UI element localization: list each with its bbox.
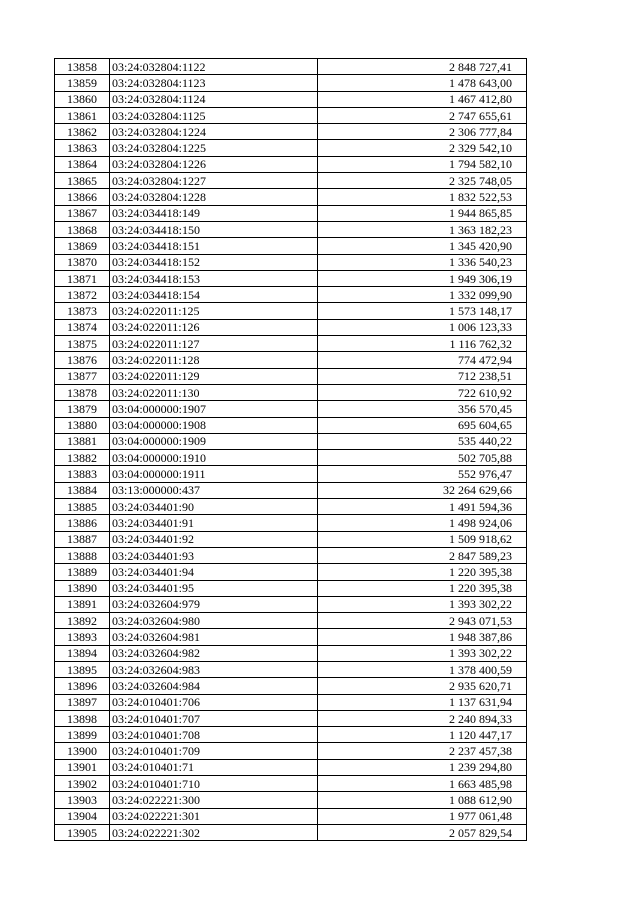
table-row xyxy=(55,727,527,743)
row-number-cell: 13893 xyxy=(55,629,110,645)
table-row xyxy=(55,156,527,172)
table-row xyxy=(55,808,527,824)
table-row xyxy=(55,189,527,205)
row-number-cell: 13871 xyxy=(55,270,110,286)
table-row xyxy=(55,433,527,449)
cadastral-value-cell: 1 573 148,17 xyxy=(318,303,527,319)
cadastral-number-cell: 03:24:034418:151 xyxy=(110,238,318,254)
cadastral-number-cell: 03:04:000000:1911 xyxy=(110,466,318,482)
table-row xyxy=(55,776,527,792)
cadastral-value-cell: 2 237 457,38 xyxy=(318,743,527,759)
cadastral-value-cell: 502 705,88 xyxy=(318,450,527,466)
table-row xyxy=(55,547,527,563)
cadastral-number-cell: 03:04:000000:1907 xyxy=(110,401,318,417)
cadastral-number-cell: 03:24:034418:153 xyxy=(110,270,318,286)
cadastral-number-cell: 03:24:032604:984 xyxy=(110,678,318,694)
row-number-cell: 13904 xyxy=(55,808,110,824)
cadastral-value-cell: 712 238,51 xyxy=(318,368,527,384)
cadastral-number-cell: 03:24:010401:707 xyxy=(110,710,318,726)
cadastral-value-cell: 695 604,65 xyxy=(318,417,527,433)
table-row xyxy=(55,91,527,107)
row-number-cell: 13878 xyxy=(55,384,110,400)
cadastral-value-cell: 2 747 655,61 xyxy=(318,107,527,123)
row-number-cell: 13883 xyxy=(55,466,110,482)
table-row xyxy=(55,124,527,140)
row-number-cell: 13858 xyxy=(55,59,110,75)
row-number-cell: 13901 xyxy=(55,759,110,775)
cadastral-value-cell: 1 137 631,94 xyxy=(318,694,527,710)
table-row xyxy=(55,401,527,417)
row-number-cell: 13890 xyxy=(55,580,110,596)
cadastral-value-cell: 2 848 727,41 xyxy=(318,59,527,75)
row-number-cell: 13870 xyxy=(55,254,110,270)
row-number-cell: 13882 xyxy=(55,450,110,466)
cadastral-number-cell: 03:04:000000:1910 xyxy=(110,450,318,466)
row-number-cell: 13900 xyxy=(55,743,110,759)
cadastral-number-cell: 03:24:032604:983 xyxy=(110,661,318,677)
cadastral-value-cell: 32 264 629,66 xyxy=(318,482,527,498)
table-row xyxy=(55,450,527,466)
cadastral-number-cell: 03:24:032804:1224 xyxy=(110,124,318,140)
row-number-cell: 13898 xyxy=(55,710,110,726)
table-row xyxy=(55,580,527,596)
table-row xyxy=(55,482,527,498)
cadastral-value-cell: 1 794 582,10 xyxy=(318,156,527,172)
cadastral-value-cell: 2 306 777,84 xyxy=(318,124,527,140)
cadastral-number-cell: 03:24:022011:130 xyxy=(110,384,318,400)
cadastral-number-cell: 03:24:022221:302 xyxy=(110,824,318,840)
cadastral-value-cell: 1 332 099,90 xyxy=(318,287,527,303)
table-row xyxy=(55,466,527,482)
cadastral-number-cell: 03:24:034401:92 xyxy=(110,531,318,547)
cadastral-number-cell: 03:04:000000:1908 xyxy=(110,417,318,433)
row-number-cell: 13866 xyxy=(55,189,110,205)
cadastral-value-cell: 1 220 395,38 xyxy=(318,580,527,596)
cadastral-number-cell: 03:24:032804:1125 xyxy=(110,107,318,123)
cadastral-number-cell: 03:24:032804:1123 xyxy=(110,75,318,91)
cadastral-value-cell: 1 832 522,53 xyxy=(318,189,527,205)
table-row xyxy=(55,303,527,319)
cadastral-value-cell: 535 440,22 xyxy=(318,433,527,449)
cadastral-number-cell: 03:04:000000:1909 xyxy=(110,433,318,449)
row-number-cell: 13865 xyxy=(55,173,110,189)
cadastral-value-cell: 1 393 302,22 xyxy=(318,645,527,661)
row-number-cell: 13879 xyxy=(55,401,110,417)
table-row xyxy=(55,661,527,677)
row-number-cell: 13876 xyxy=(55,352,110,368)
row-number-cell: 13894 xyxy=(55,645,110,661)
row-number-cell: 13868 xyxy=(55,221,110,237)
table-row xyxy=(55,107,527,123)
cadastral-number-cell: 03:24:010401:709 xyxy=(110,743,318,759)
cadastral-number-cell: 03:24:034401:93 xyxy=(110,547,318,563)
cadastral-number-cell: 03:24:010401:710 xyxy=(110,776,318,792)
row-number-cell: 13891 xyxy=(55,596,110,612)
cadastral-value-cell: 2 943 071,53 xyxy=(318,613,527,629)
cadastral-number-cell: 03:24:032804:1122 xyxy=(110,59,318,75)
table-row xyxy=(55,759,527,775)
row-number-cell: 13872 xyxy=(55,287,110,303)
cadastral-number-cell: 03:24:022221:301 xyxy=(110,808,318,824)
cadastral-number-cell: 03:24:034418:149 xyxy=(110,205,318,221)
cadastral-value-cell: 1 944 865,85 xyxy=(318,205,527,221)
cadastral-value-cell: 1 948 387,86 xyxy=(318,629,527,645)
table-row xyxy=(55,564,527,580)
table-row xyxy=(55,254,527,270)
table-row xyxy=(55,531,527,547)
row-number-cell: 13862 xyxy=(55,124,110,140)
cadastral-number-cell: 03:24:032604:979 xyxy=(110,596,318,612)
row-number-cell: 13863 xyxy=(55,140,110,156)
table-row xyxy=(55,417,527,433)
cadastral-number-cell: 03:24:034418:154 xyxy=(110,287,318,303)
cadastral-number-cell: 03:24:032604:982 xyxy=(110,645,318,661)
row-number-cell: 13903 xyxy=(55,792,110,808)
cadastral-number-cell: 03:13:000000:437 xyxy=(110,482,318,498)
cadastral-value-cell: 2 935 620,71 xyxy=(318,678,527,694)
cadastral-value-cell: 1 120 447,17 xyxy=(318,727,527,743)
row-number-cell: 13887 xyxy=(55,531,110,547)
row-number-cell: 13861 xyxy=(55,107,110,123)
table-row xyxy=(55,515,527,531)
table-row xyxy=(55,205,527,221)
table-row xyxy=(55,352,527,368)
cadastral-number-cell: 03:24:032804:1124 xyxy=(110,91,318,107)
table-row xyxy=(55,694,527,710)
row-number-cell: 13889 xyxy=(55,564,110,580)
cadastral-number-cell: 03:24:022011:126 xyxy=(110,319,318,335)
table-row xyxy=(55,140,527,156)
row-number-cell: 13905 xyxy=(55,824,110,840)
cadastral-number-cell: 03:24:010401:706 xyxy=(110,694,318,710)
cadastral-value-cell: 1 393 302,22 xyxy=(318,596,527,612)
cadastral-value-cell: 1 949 306,19 xyxy=(318,270,527,286)
row-number-cell: 13881 xyxy=(55,433,110,449)
table-row xyxy=(55,629,527,645)
row-number-cell: 13864 xyxy=(55,156,110,172)
row-number-cell: 13896 xyxy=(55,678,110,694)
cadastral-number-cell: 03:24:022011:125 xyxy=(110,303,318,319)
cadastral-value-cell: 1 491 594,36 xyxy=(318,499,527,515)
cadastral-number-cell: 03:24:034418:152 xyxy=(110,254,318,270)
cadastral-value-cell: 1 220 395,38 xyxy=(318,564,527,580)
row-number-cell: 13859 xyxy=(55,75,110,91)
cadastral-value-cell: 552 976,47 xyxy=(318,466,527,482)
table-row xyxy=(55,824,527,840)
table-row xyxy=(55,368,527,384)
cadastral-value-cell: 1 116 762,32 xyxy=(318,336,527,352)
table-row xyxy=(55,384,527,400)
table-row xyxy=(55,59,527,75)
cadastral-number-cell: 03:24:010401:708 xyxy=(110,727,318,743)
table-row xyxy=(55,792,527,808)
cadastral-value-cell: 1 478 643,00 xyxy=(318,75,527,91)
cadastral-value-cell: 1 977 061,48 xyxy=(318,808,527,824)
row-number-cell: 13875 xyxy=(55,336,110,352)
cadastral-value-cell: 774 472,94 xyxy=(318,352,527,368)
table-row xyxy=(55,319,527,335)
cadastral-number-cell: 03:24:032604:981 xyxy=(110,629,318,645)
row-number-cell: 13860 xyxy=(55,91,110,107)
cadastral-number-cell: 03:24:022011:128 xyxy=(110,352,318,368)
cadastral-number-cell: 03:24:034401:90 xyxy=(110,499,318,515)
cadastral-number-cell: 03:24:034401:94 xyxy=(110,564,318,580)
cadastral-value-cell: 2 329 542,10 xyxy=(318,140,527,156)
cadastral-number-cell: 03:24:032604:980 xyxy=(110,613,318,629)
cadastral-value-cell: 1 378 400,59 xyxy=(318,661,527,677)
row-number-cell: 13886 xyxy=(55,515,110,531)
table-row xyxy=(55,270,527,286)
cadastral-number-cell: 03:24:022221:300 xyxy=(110,792,318,808)
table-row xyxy=(55,596,527,612)
table-row xyxy=(55,238,527,254)
row-number-cell: 13869 xyxy=(55,238,110,254)
table-row xyxy=(55,499,527,515)
cadastral-value-cell: 1 239 294,80 xyxy=(318,759,527,775)
row-number-cell: 13884 xyxy=(55,482,110,498)
row-number-cell: 13899 xyxy=(55,727,110,743)
row-number-cell: 13897 xyxy=(55,694,110,710)
table-body xyxy=(55,59,527,841)
cadastral-value-cell: 1 467 412,80 xyxy=(318,91,527,107)
cadastral-value-cell: 2 057 829,54 xyxy=(318,824,527,840)
cadastral-value-cell: 356 570,45 xyxy=(318,401,527,417)
row-number-cell: 13867 xyxy=(55,205,110,221)
row-number-cell: 13888 xyxy=(55,547,110,563)
table-row xyxy=(55,645,527,661)
table-row xyxy=(55,336,527,352)
cadastral-value-cell: 1 006 123,33 xyxy=(318,319,527,335)
table-row xyxy=(55,221,527,237)
row-number-cell: 13892 xyxy=(55,613,110,629)
cadastral-number-cell: 03:24:034401:91 xyxy=(110,515,318,531)
cadastral-value-cell: 1 088 612,90 xyxy=(318,792,527,808)
table-row xyxy=(55,678,527,694)
table-row xyxy=(55,613,527,629)
table-row xyxy=(55,173,527,189)
cadastral-number-cell: 03:24:034401:95 xyxy=(110,580,318,596)
row-number-cell: 13895 xyxy=(55,661,110,677)
cadastral-number-cell: 03:24:032804:1225 xyxy=(110,140,318,156)
cadastral-value-cell: 2 240 894,33 xyxy=(318,710,527,726)
row-number-cell: 13885 xyxy=(55,499,110,515)
cadastral-value-cell: 1 509 918,62 xyxy=(318,531,527,547)
cadastral-value-cell: 1 345 420,90 xyxy=(318,238,527,254)
cadastral-value-cell: 1 498 924,06 xyxy=(318,515,527,531)
table-row xyxy=(55,287,527,303)
cadastral-number-cell: 03:24:032804:1227 xyxy=(110,173,318,189)
cadastral-value-cell: 2 847 589,23 xyxy=(318,547,527,563)
cadastral-number-cell: 03:24:032804:1226 xyxy=(110,156,318,172)
cadastral-value-cell: 722 610,92 xyxy=(318,384,527,400)
row-number-cell: 13902 xyxy=(55,776,110,792)
cadastral-value-cell: 2 325 748,05 xyxy=(318,173,527,189)
row-number-cell: 13880 xyxy=(55,417,110,433)
cadastral-value-cell: 1 363 182,23 xyxy=(318,221,527,237)
cadastral-number-cell: 03:24:032804:1228 xyxy=(110,189,318,205)
cadastral-number-cell: 03:24:034418:150 xyxy=(110,221,318,237)
cadastral-number-cell: 03:24:022011:127 xyxy=(110,336,318,352)
row-number-cell: 13874 xyxy=(55,319,110,335)
cadastral-value-table xyxy=(54,58,527,841)
cadastral-value-cell: 1 336 540,23 xyxy=(318,254,527,270)
cadastral-number-cell: 03:24:022011:129 xyxy=(110,368,318,384)
table-row xyxy=(55,710,527,726)
table-row xyxy=(55,75,527,91)
row-number-cell: 13877 xyxy=(55,368,110,384)
row-number-cell: 13873 xyxy=(55,303,110,319)
table-row xyxy=(55,743,527,759)
cadastral-number-cell: 03:24:010401:71 xyxy=(110,759,318,775)
cadastral-value-cell: 1 663 485,98 xyxy=(318,776,527,792)
